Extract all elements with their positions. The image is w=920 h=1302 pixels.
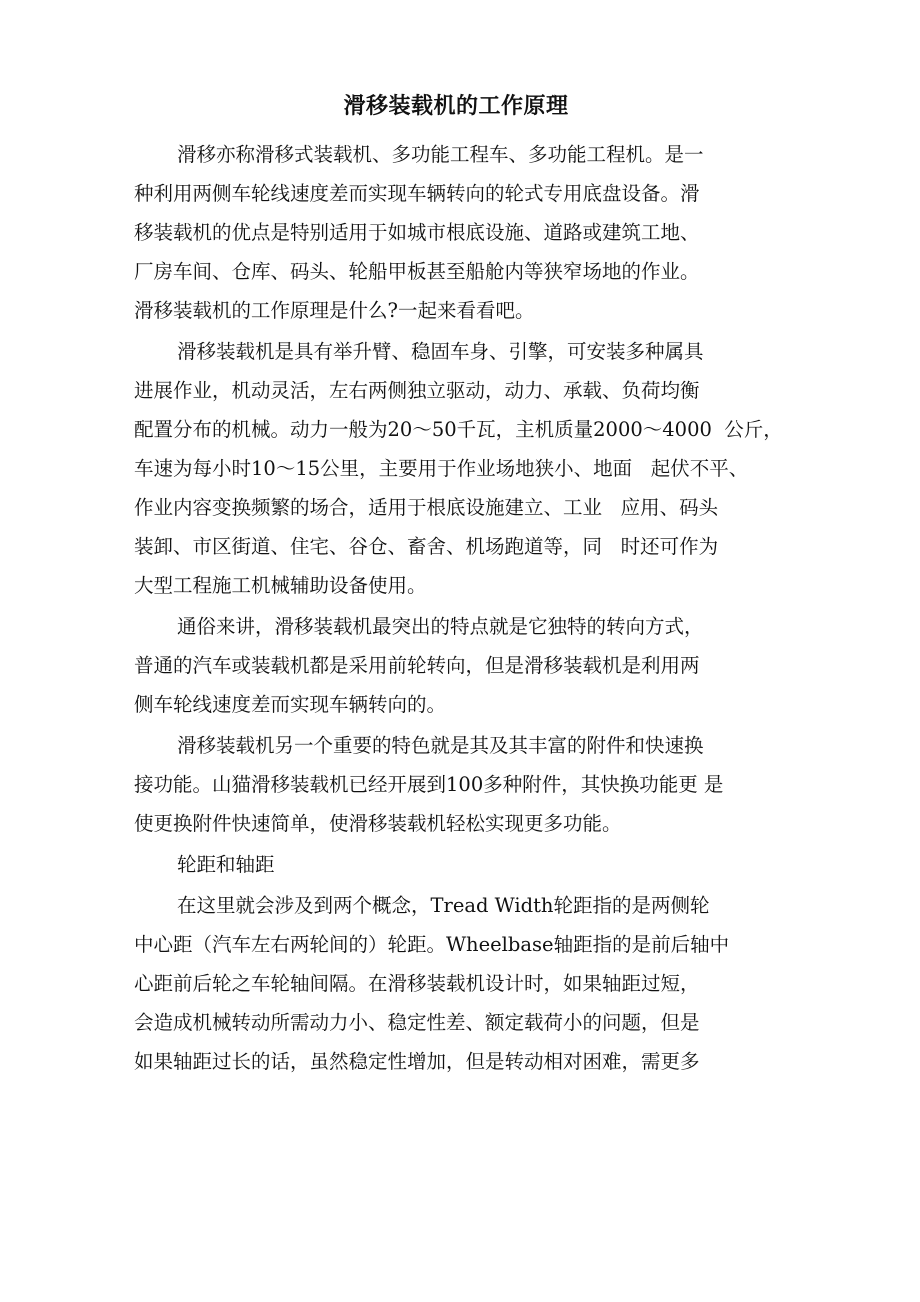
text-line: 装卸、市区街道、住宅、谷仓、畜舍、机场跑道等，同 时还可作为: [134, 535, 719, 558]
text-line: 移装载机的优点是特别适用于如城市根底设施、道路或建筑工地、: [134, 221, 700, 244]
text-line: 会造成机械转动所需动力小、稳定性差、额定载荷小的问题，但是: [134, 1011, 700, 1034]
paragraph: [134, 886, 794, 1081]
text-line: 作业内容变换频繁的场合，适用于根底设施建立、工业 应用、码头: [134, 496, 719, 519]
text-line: 使更换附件快速简单，使滑移装载机轻松实现更多功能。: [134, 812, 622, 835]
paragraph: [134, 726, 794, 843]
paragraph: [134, 607, 794, 724]
text-line: 滑移亦称滑移式装载机、多功能工程车、多功能工程机。是一: [177, 143, 704, 166]
section-heading: [134, 845, 794, 884]
text-line: 如果轴距过长的话，虽然稳定性增加，但是转动相对困难，需更多: [134, 1050, 700, 1073]
text-line: 接功能。山猫滑移装载机已经开展到100多种附件，其快换功能更 是: [134, 773, 724, 796]
text-line: 中心距（汽车左右两轮间的）轮距。Wheelbase轴距指的是前后轴中: [134, 933, 730, 956]
text-line: 种利用两侧车轮线速度差而实现车辆转向的轮式专用底盘设备。滑: [134, 182, 700, 205]
text-line: 侧车轮线速度差而实现车辆转向的。: [134, 693, 447, 716]
text-line: 配置分布的机械。动力一般为20〜50千瓦，主机质量2000〜4000 公斤，: [134, 418, 783, 441]
text-line: 进展作业，机动灵活，左右两侧独立驱动，动力、承载、负荷均衡: [134, 379, 700, 402]
text-line: 厂房车间、仓库、码头、轮船甲板甚至船舱内等狭窄场地的作业。: [134, 260, 700, 283]
text-line: 滑移装载机是具有举升臂、稳固车身、引擎，可安装多种属具: [177, 340, 704, 363]
section-heading-text: 轮距和轴距: [177, 853, 275, 876]
text-line: 普通的汽车或装载机都是采用前轮转向，但是滑移装载机是利用两: [134, 654, 700, 677]
paragraph: [134, 332, 794, 605]
text-line: 大型工程施工机械辅助设备使用。: [134, 574, 427, 597]
document-body: [134, 135, 794, 1081]
text-line: 心距前后轮之车轮轴间隔。在滑移装载机设计时，如果轴距过短，: [134, 972, 700, 995]
text-line: 滑移装载机的工作原理是什么?一起来看看吧。: [134, 299, 535, 322]
document-title: 滑移装载机的工作原理: [343, 93, 569, 119]
text-line: 车速为每小时10〜15公里，主要用于作业场地狭小、地面 起伏不平、: [134, 457, 749, 480]
text-line: 通俗来讲，滑移装载机最突出的特点就是它独特的转向方式，: [177, 615, 704, 638]
text-line: 滑移装载机另一个重要的特色就是其及其丰富的附件和快速换: [177, 734, 704, 757]
paragraph: [134, 135, 794, 330]
text-line: 在这里就会涉及到两个概念，Tread Width轮距指的是两侧轮: [177, 894, 710, 917]
